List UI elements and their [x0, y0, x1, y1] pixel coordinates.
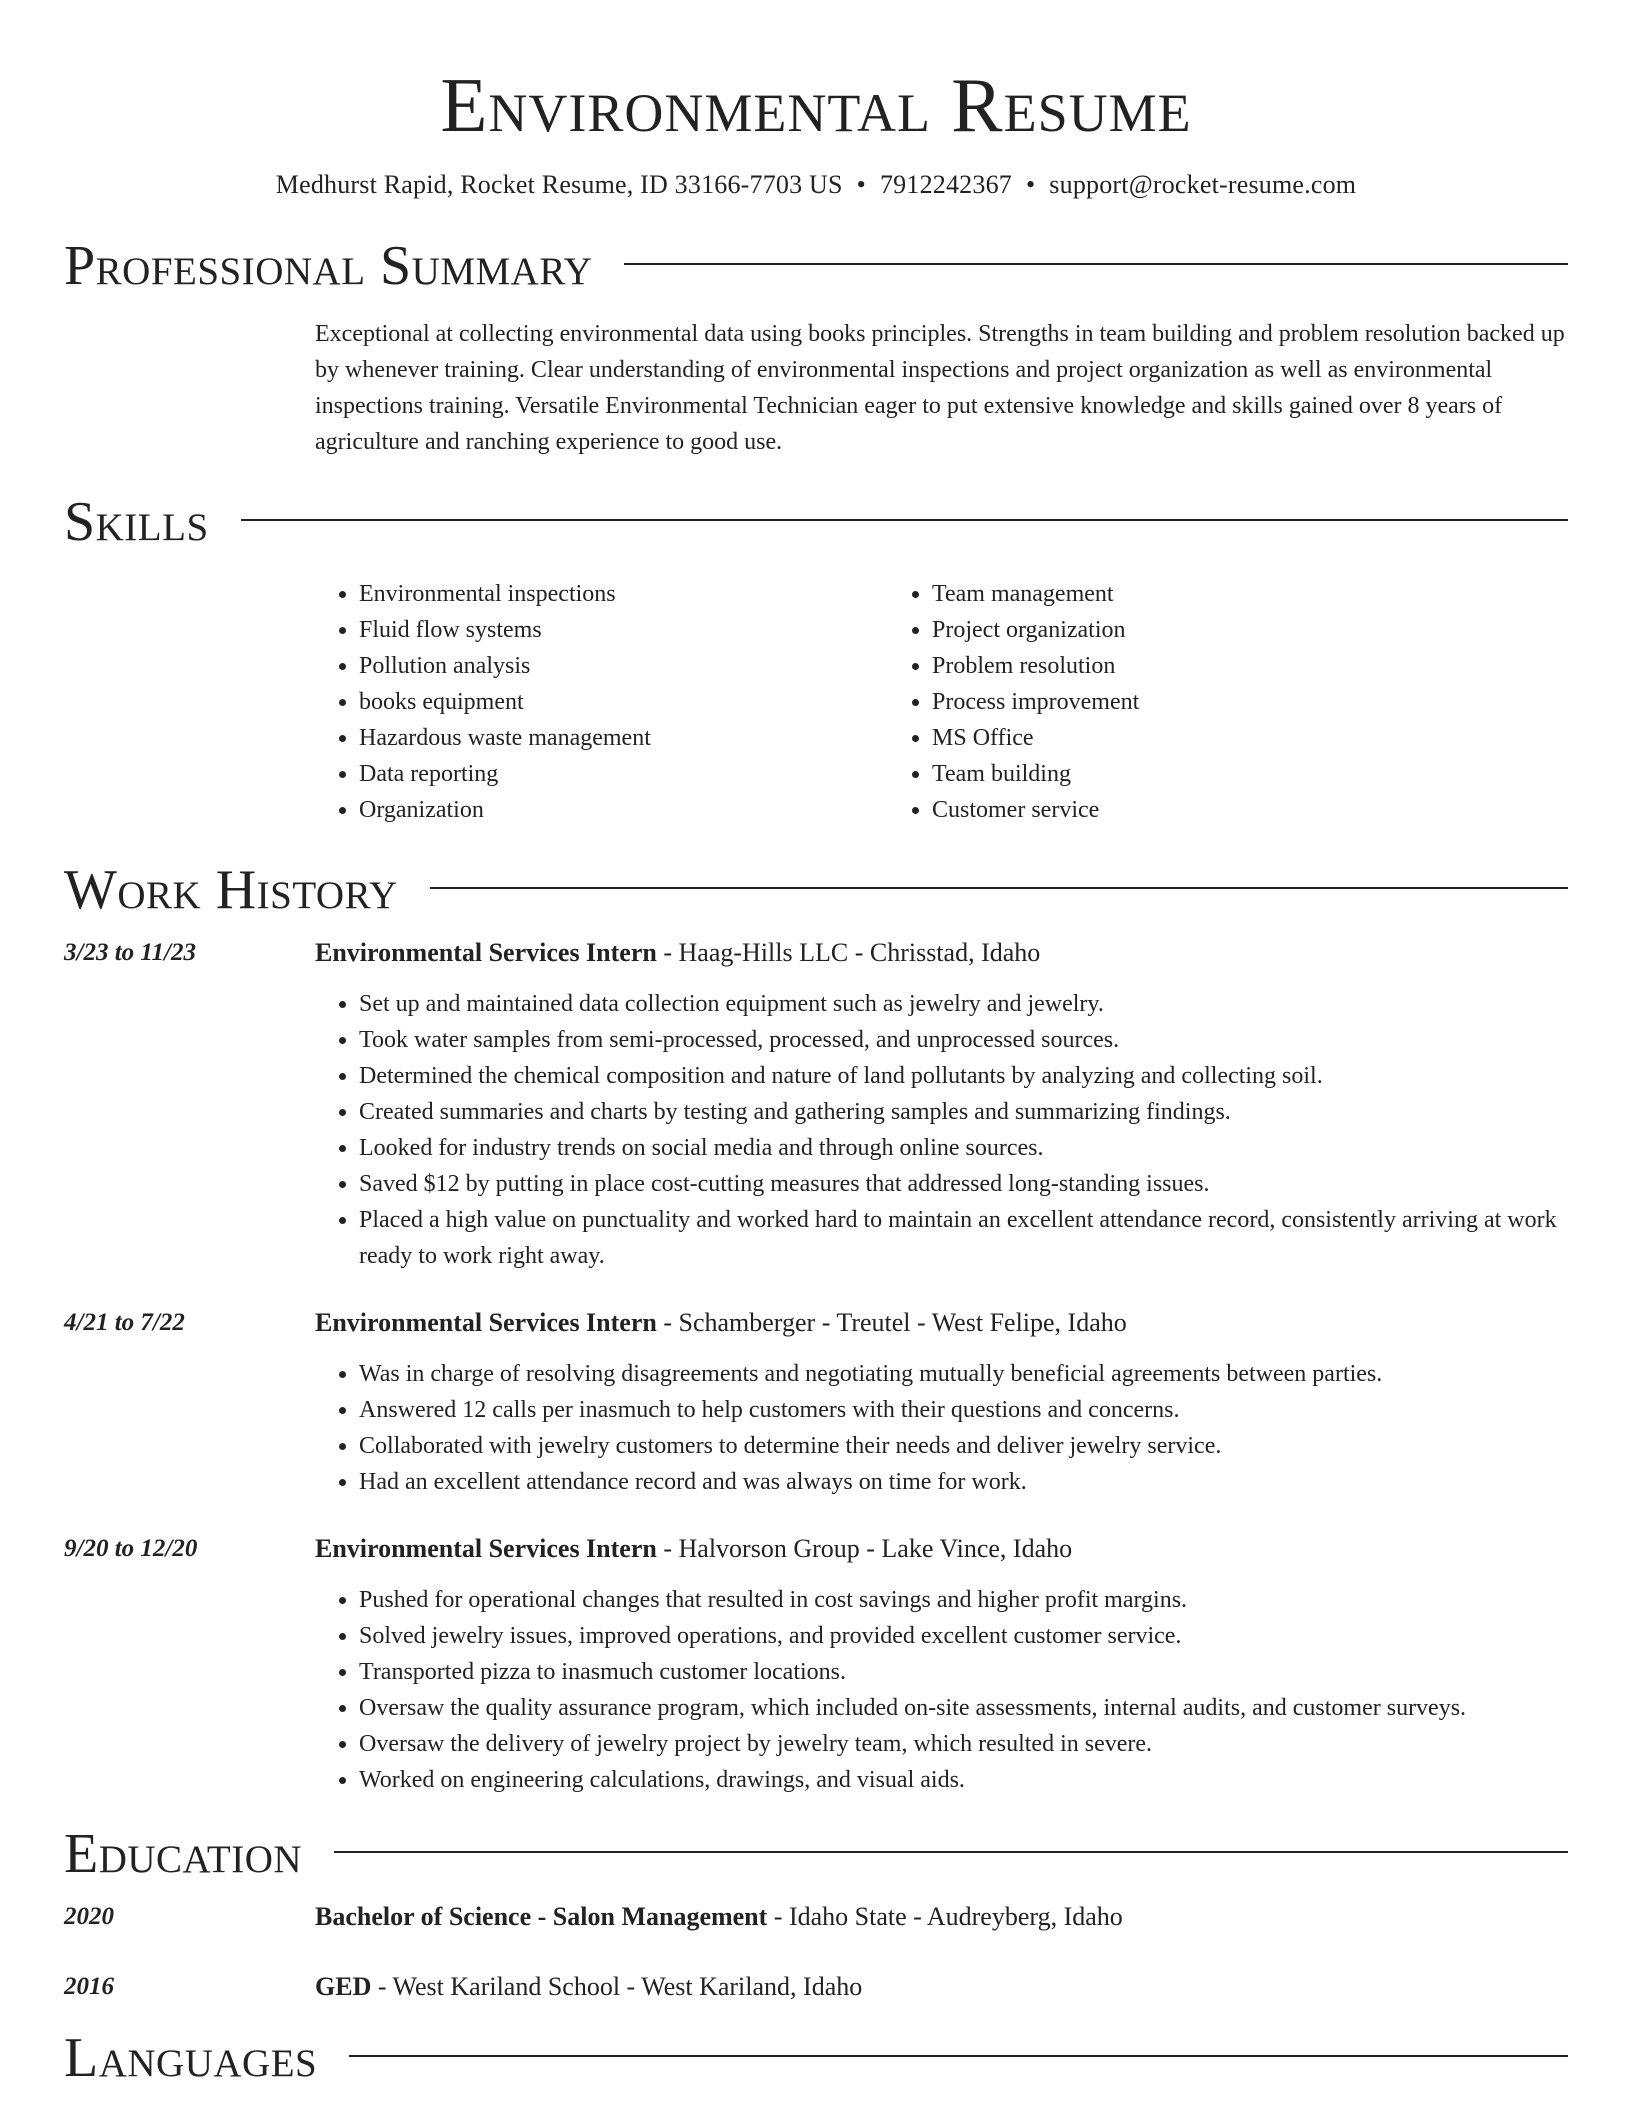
- skill-item: • Customer service: [932, 792, 1461, 828]
- job-title: Environmental Services Intern: [315, 938, 657, 967]
- work-bullets: [315, 986, 1568, 1274]
- section-header-work: [64, 858, 1568, 922]
- work-bullets: [315, 1356, 1568, 1500]
- work-bullet: • Oversaw the quality assurance program, which included on-site assessments, internal audits, and customer surveys.: [359, 1690, 1568, 1726]
- skill-item: • Process improvement: [932, 684, 1461, 720]
- skill-item: • Project organization: [932, 612, 1461, 648]
- degree: Bachelor of Science - Salon Management: [315, 1902, 768, 1931]
- work-bullet: • Set up and maintained data collection equipment such as jewelry and jewelry.: [359, 986, 1568, 1022]
- skill-item: • Team management: [932, 576, 1461, 612]
- section-divider: [241, 519, 1568, 521]
- degree: GED: [315, 1972, 372, 2001]
- contact-email: support@rocket-resume.com: [1049, 170, 1357, 199]
- work-entry: [64, 1306, 1568, 1500]
- work-bullet: • Oversaw the delivery of jewelry project by jewelry team, which resulted in severe.: [359, 1726, 1568, 1762]
- work-bullets: [315, 1582, 1568, 1798]
- education-title-line: [315, 1970, 1568, 2004]
- summary-text: Exceptional at collecting environmental data using books principles. Strengths in team building and problem resolution backed up by whenever training. Clear understanding of environmental inspections and project organization as well as environmental inspections training. Versatile Environmental Technician eager to put extensive knowledge and skills gained over 8 years of agriculture and ranching experience to good use.: [315, 321, 1565, 455]
- work-bullet: • Had an excellent attendance record and was always on time for work.: [359, 1464, 1568, 1500]
- skill-item: • Pollution analysis: [359, 648, 888, 684]
- skill-item: • MS Office: [932, 720, 1461, 756]
- work-bullet: • Determined the chemical composition and nature of land pollutants by analyzing and collecting soil.: [359, 1058, 1568, 1094]
- work-entry: [64, 936, 1568, 1274]
- work-bullet: • Was in charge of resolving disagreements and negotiating mutually beneficial agreements between parties.: [359, 1356, 1568, 1392]
- work-entry: [64, 1532, 1568, 1798]
- section-divider: [334, 1851, 1568, 1853]
- education-entry: [64, 1970, 1568, 2004]
- section-header-skills: [64, 490, 1568, 554]
- skills-list-left: [315, 576, 888, 828]
- job-details: - Schamberger - Treutel - West Felipe, Idaho: [656, 1308, 1127, 1337]
- education-details: - West Kariland School - West Kariland, Idaho: [371, 1972, 863, 2001]
- contact-separator: •: [1025, 170, 1036, 199]
- skills-grid: [315, 576, 1568, 828]
- skill-item: • books equipment: [359, 684, 888, 720]
- section-header-education: [64, 1822, 1568, 1886]
- skill-item: • Problem resolution: [932, 648, 1461, 684]
- section-header-languages: [64, 2026, 1568, 2090]
- contact-phone: 7912242367: [879, 170, 1012, 199]
- section-divider: [624, 263, 1568, 265]
- work-bullet: • Took water samples from semi-processed, processed, and unprocessed sources.: [359, 1022, 1568, 1058]
- contact-address: Medhurst Rapid, Rocket Resume, ID 33166-7703 US: [275, 170, 843, 199]
- section-header-summary: [64, 234, 1568, 298]
- education-year: 2020: [64, 1903, 114, 1930]
- work-title-line: [315, 1532, 1568, 1566]
- section-divider: [430, 887, 1568, 889]
- work-dates: 9/20 to 12/20: [64, 1535, 198, 1562]
- work-bullet: • Worked on engineering calculations, drawings, and visual aids.: [359, 1762, 1568, 1798]
- skill-item: • Hazardous waste management: [359, 720, 888, 756]
- education-title-line: [315, 1900, 1568, 1934]
- job-title: Environmental Services Intern: [315, 1534, 657, 1563]
- skills-list-right: [888, 576, 1461, 828]
- education-details: - Idaho State - Audreyberg, Idaho: [767, 1902, 1123, 1931]
- work-bullet: • Saved $12 by putting in place cost-cutting measures that addressed long-standing issues.: [359, 1166, 1568, 1202]
- education-entry: [64, 1900, 1568, 1934]
- contact-line: [64, 168, 1568, 202]
- resume-title: Environmental Resume: [440, 62, 1192, 148]
- education-year: 2016: [64, 1973, 114, 2000]
- skill-item: • Fluid flow systems: [359, 612, 888, 648]
- job-details: - Haag-Hills LLC - Chrisstad, Idaho: [656, 938, 1041, 967]
- section-divider: [349, 2055, 1568, 2057]
- section-title-skills: Skills: [64, 491, 209, 553]
- work-bullet: • Transported pizza to inasmuch customer locations.: [359, 1654, 1568, 1690]
- section-title-education: Education: [64, 1823, 303, 1885]
- work-bullet: • Answered 12 calls per inasmuch to help customers with their questions and concerns.: [359, 1392, 1568, 1428]
- skill-item: • Organization: [359, 792, 888, 828]
- skill-item: • Environmental inspections: [359, 576, 888, 612]
- skill-item: • Data reporting: [359, 756, 888, 792]
- work-bullet: • Created summaries and charts by testing and gathering samples and summarizing findings.: [359, 1094, 1568, 1130]
- skill-item: • Team building: [932, 756, 1461, 792]
- work-bullet: • Pushed for operational changes that resulted in cost savings and higher profit margins.: [359, 1582, 1568, 1618]
- job-details: - Halvorson Group - Lake Vince, Idaho: [656, 1534, 1073, 1563]
- work-bullet: • Solved jewelry issues, improved operations, and provided excellent customer service.: [359, 1618, 1568, 1654]
- work-bullet: • Placed a high value on punctuality and worked hard to maintain an excellent attendance record, consistently arriving at work ready to work right away.: [359, 1202, 1568, 1274]
- section-title-summary: Professional Summary: [64, 235, 593, 297]
- work-bullet: • Looked for industry trends on social media and through online sources.: [359, 1130, 1568, 1166]
- job-title: Environmental Services Intern: [315, 1308, 657, 1337]
- work-title-line: [315, 936, 1568, 970]
- work-title-line: [315, 1306, 1568, 1340]
- section-title-languages: Languages: [64, 2027, 318, 2089]
- section-title-work: Work History: [64, 859, 398, 921]
- work-bullet: • Collaborated with jewelry customers to determine their needs and deliver jewelry service.: [359, 1428, 1568, 1464]
- contact-separator: •: [856, 170, 866, 199]
- work-dates: 4/21 to 7/22: [64, 1309, 185, 1336]
- work-dates: 3/23 to 11/23: [64, 939, 196, 966]
